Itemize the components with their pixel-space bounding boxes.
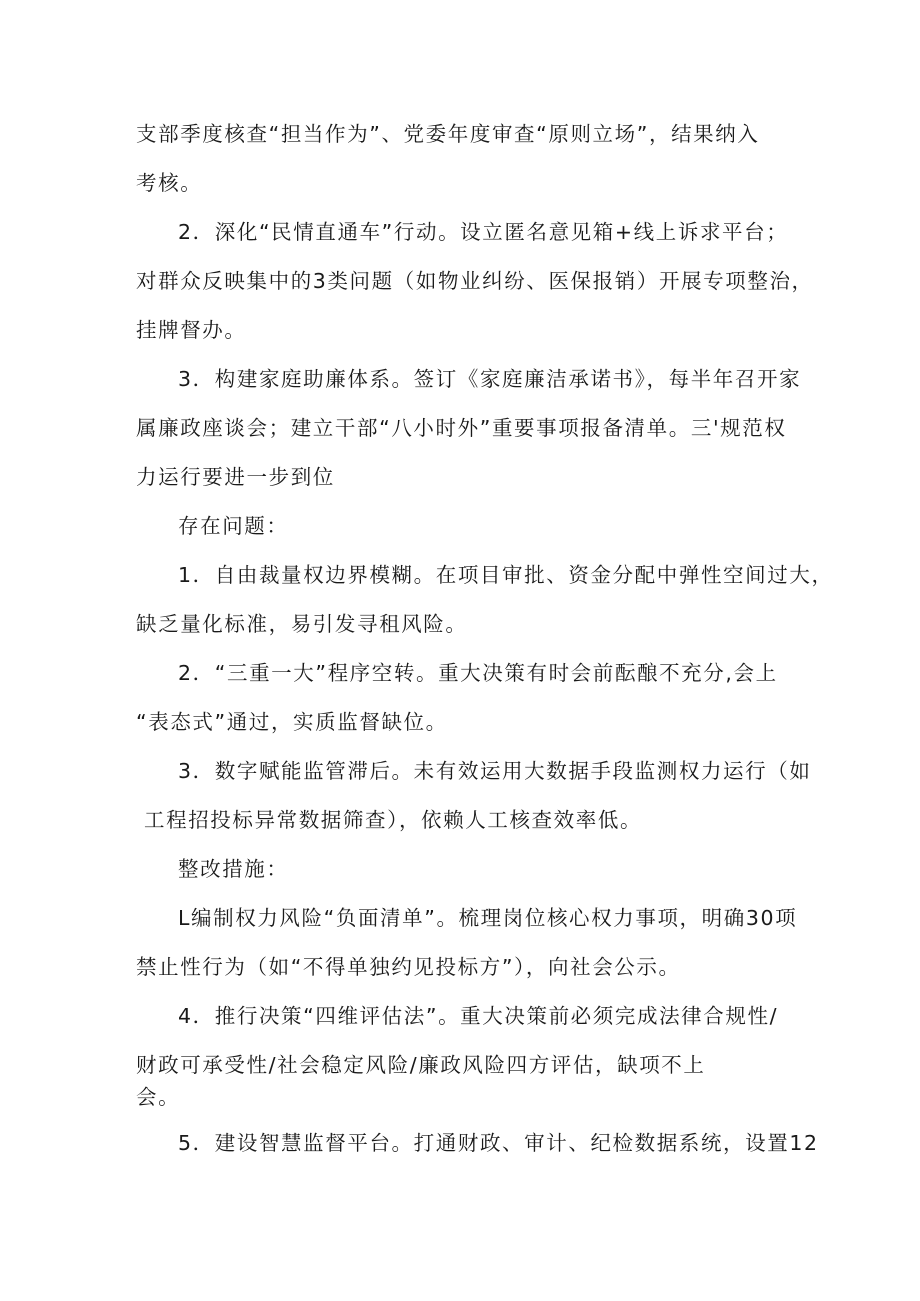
text-line-16: 整改措施： <box>178 857 289 881</box>
text-line-13: “表态式”通过，实质监督缺位。 <box>136 710 448 734</box>
text-line-9: 存在问题： <box>178 514 289 538</box>
text-line-2: 考核。 <box>136 171 203 195</box>
text-line-8: 力运行要进一步到位 <box>136 465 335 489</box>
text-line-14: 3．数字赋能监管滞后。未有效运用大数据手段监测权力运行（如 <box>178 759 812 783</box>
text-line-6: 3．构建家庭助廉体系。签订《家庭廉洁承诺书》，每半年召开家 <box>178 367 802 391</box>
text-line-7: 属廉政座谈会；建立干部“八小时外”重要事项报备清单。三'规范权 <box>136 416 787 440</box>
text-line-18: 禁止性行为（如“不得单独约见投标方”），向社会公示。 <box>136 955 681 979</box>
text-line-12: 2．“三重一大”程序空转。重大决策有时会前酝酿不充分,会上 <box>178 661 778 685</box>
text-line-5: 挂牌督办。 <box>136 318 247 342</box>
text-line-11: 缺乏量化标准，易引发寻租风险。 <box>136 612 468 636</box>
text-line-19: 4．推行决策“四维评估法”。重大决策前必须完成法律合规性/ <box>178 1004 779 1028</box>
text-line-20: 财政可承受性/社会稳定风险/廉政风险四方评估，缺项不上 <box>136 1053 706 1077</box>
text-line-4: 对群众反映集中的3类问题（如物业纠纷、医保报销）开展专项整治， <box>136 269 814 293</box>
text-line-1: 支部季度核查“担当作为”、党委年度审查“原则立场”，结果纳入 <box>136 122 760 146</box>
text-line-10: 1．自由裁量权边界模糊。在项目审批、资金分配中弹性空间过大， <box>178 563 834 587</box>
text-line-15: 工程招投标异常数据筛查），依赖人工核查效率低。 <box>144 808 643 832</box>
text-line-21: 会。 <box>136 1085 181 1109</box>
text-line-17: L编制权力风险“负面清单”。梳理岗位核心权力事项，明确30项 <box>178 906 798 930</box>
text-line-3: 2．深化“民情直通车”行动。设立匿名意见箱+线上诉求平台； <box>178 220 789 244</box>
text-line-22: 5．建设智慧监督平台。打通财政、审计、纪检数据系统，设置12 <box>178 1131 819 1155</box>
